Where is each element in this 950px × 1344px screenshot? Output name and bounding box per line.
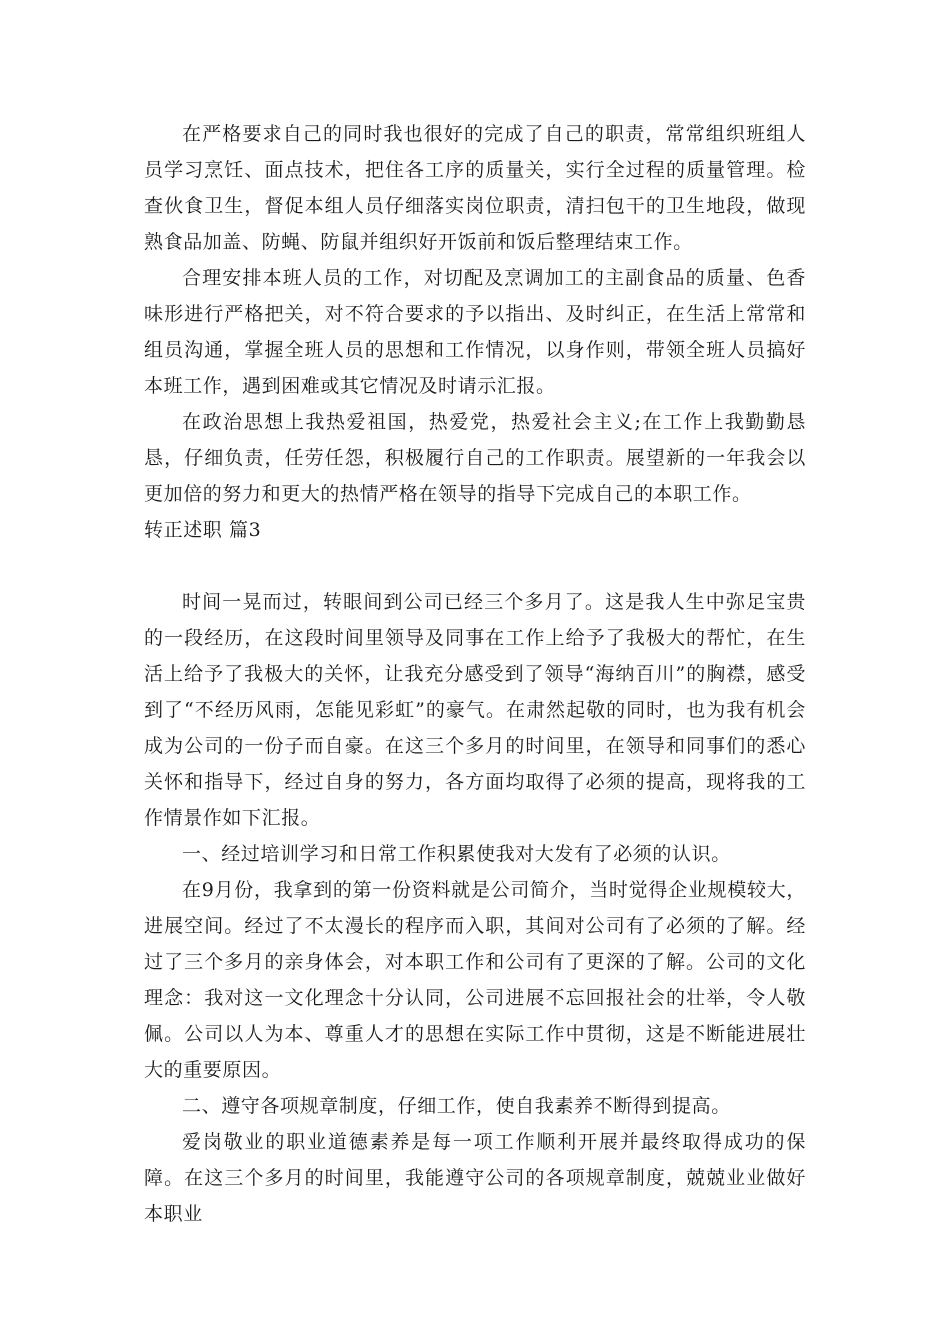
paragraph-heading-two: 二、遵守各项规章制度，仔细工作，使自我素养不断得到提高。 xyxy=(182,1095,731,1117)
section-title: 转正述职 篇3 xyxy=(144,519,262,541)
paragraph-duties: 在严格要求自己的同时我也很好的完成了自己的职责，常常组织班组人员学习烹饪、面点技术，把住各工序的质量关，实行全过程的质量管理。检查伙食卫生，督促本组人员仔细落实岗位职责，清扫包干的卫生地段，做现熟食品加盖、防蝇、防鼠并组织好开饭前和饭后整理结束工作。 xyxy=(144,123,806,253)
section-spacer xyxy=(144,548,806,584)
paragraph-political-thought: 在政治思想上我热爱祖国，热爱党，热爱社会主义;在工作上我勤勤恳恳，仔细负责，任劳任怨，积极履行自己的工作职责。展望新的一年我会以更加倍的努力和更大的热情严格在领导的指导下完成自己的本职工作。 xyxy=(144,411,806,505)
paragraph-company-understanding: 在9月份，我拿到的第一份资料就是公司简介，当时觉得企业规模较大，进展空间。经过了不太漫长的程序而入职，其间对公司有了必须的了解。经过了三个多月的亲身体会，对本职工作和公司有了更深的了解。公司的文化理念：我对这一文化理念十分认同，公司进展不忘回报社会的壮举，令人敬佩。公司以人为本、尊重人才的思想在实际工作中贯彻，这是不断能进展壮大的重要原因。 xyxy=(144,879,806,1081)
paragraph-staff-arrangement: 合理安排本班人员的工作，对切配及烹调加工的主副食品的质量、色香味形进行严格把关，对不符合要求的予以指出、及时纠正，在生活上常常和组员沟通，掌握全班人员的思想和工作情况，以身作则，带领全班人员搞好本班工作，遇到困难或其它情况及时请示汇报。 xyxy=(144,267,806,397)
paragraph-professional-ethics: 爱岗敬业的职业道德素养是每一项工作顺利开展并最终取得成功的保障。在这三个多月的时间里，我能遵守公司的各项规章制度，兢兢业业做好本职业 xyxy=(144,1131,806,1225)
paragraph-intro: 时间一晃而过，转眼间到公司已经三个多月了。这是我人生中弥足宝贵的一段经历，在这段时间里领导及同事在工作上给予了我极大的帮忙，在生活上给予了我极大的关怀，让我充分感受到了领导“海纳百川”的胸襟，感受到了“不经历风雨，怎能见彩虹”的豪气。在肃然起敬的同时，也为我有机会成为公司的一份子而自豪。在这三个多月的时间里，在领导和同事们的悉心关怀和指导下，经过自身的努力，各方面均取得了必须的提高，现将我的工作情景作如下汇报。 xyxy=(144,591,806,829)
paragraph-heading-one: 一、经过培训学习和日常工作积累使我对大发有了必须的认识。 xyxy=(182,843,731,865)
document-body xyxy=(144,116,806,1232)
